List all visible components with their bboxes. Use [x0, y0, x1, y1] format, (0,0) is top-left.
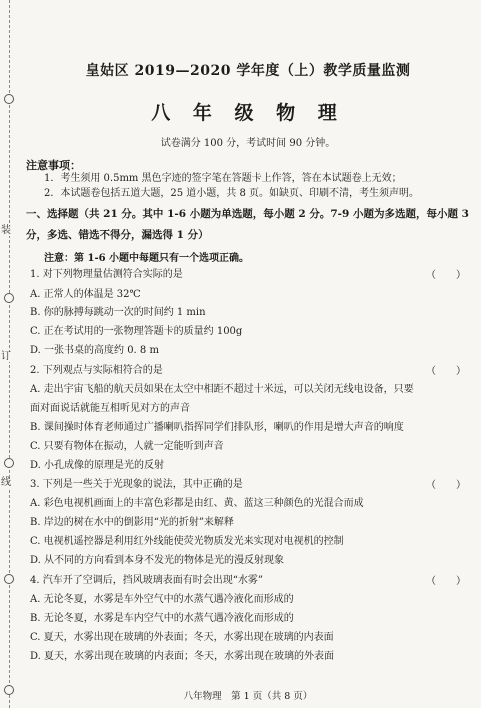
option: C. 正在考试用的一张物理答题卡的质量约 100g [30, 326, 243, 337]
option: C. 电视机遥控器是利用红外线能使荧光物质发光来实现对电视机的控制 [30, 536, 344, 547]
option: B. 课间操时体育老师通过广播喇叭指挥同学们排队形，喇叭的作用是增大声音的响度 [30, 422, 404, 433]
exam-info: 试卷满分 100 分，考试时间 90 分钟。 [160, 138, 336, 149]
page-footer: 八年物理 第 1 页（共 8 页） [183, 691, 313, 702]
note-item: 2．本试题卷包括五道大题，25 道小题，共 8 页。如缺页、印刷不清，考生须声明。 [44, 188, 419, 199]
answer-paren: （ ） [426, 576, 466, 587]
option: A. 彩色电视机画面上的丰富色彩都是由红、黄、蓝这三种颜色的光混合而成 [30, 498, 364, 509]
exam-title: 皇姑区 2019—2020 学年度（上）教学质量监测 [85, 63, 411, 79]
answer-paren: （ ） [426, 270, 466, 281]
section-note: 注意：第 1-6 小题中每题只有一个选项正确。 [44, 253, 250, 264]
note-item: 1．考生须用 0.5mm 黑色字迹的签字笔在答题卡上作答，答在本试题卷上无效； [44, 173, 402, 184]
binding-hole [4, 458, 14, 468]
option: D. 夏天，水雾出现在玻璃的内表面；冬天，水雾出现在玻璃的外表面 [30, 651, 335, 662]
option: A. 正常人的体温是 32℃ [30, 289, 141, 300]
option: D. 从不同的方向看到本身不发光的物体是光的漫反射现象 [30, 555, 285, 566]
option: C. 夏天，水雾出现在玻璃的外表面；冬天，水雾出现在玻璃的内表面 [30, 632, 334, 643]
option: C. 只要有物体在振动，人就一定能听到声音 [30, 441, 224, 452]
binding-hole [4, 293, 14, 303]
option: B. 无论冬夏，水雾是车内空气中的水蒸气遇冷液化而形成的 [30, 613, 294, 624]
binding-char-ding: 订 [1, 351, 11, 362]
binding-hole [4, 94, 14, 104]
section-heading: 一、选择题（共 21 分。其中 1-6 小题为单选题，每小题 2 分。7-9 小题为多选题，每小题 3 分，多选、错选不得分，漏选得 1 分） [26, 208, 469, 241]
option: D. 小孔成像的原理是光的反射 [30, 460, 165, 471]
binding-char-xian: 线 [1, 477, 11, 488]
notes-title: 注意事项： [26, 159, 81, 172]
option-continued: 面对面说话就能互相听见对方的声音 [30, 403, 190, 414]
answer-paren: （ ） [426, 366, 466, 377]
question-stem: 3. 下列是一些关于光现象的说法，其中正确的是 [30, 479, 243, 490]
answer-paren: （ ） [426, 480, 466, 491]
option: A. 无论冬夏，水雾是车外空气中的水蒸气遇冷液化而形成的 [30, 594, 294, 605]
question-stem: 2. 下列观点与实际相符合的是 [30, 365, 163, 376]
option: D. 一张书桌的高度约 0. 8 m [30, 345, 159, 356]
question-stem: 1. 对下列物理量估测符合实际的是 [30, 269, 183, 280]
binding-char-zhuang: 装 [1, 225, 11, 236]
option: A. 走出宇宙飞船的航天员如果在太空中相距不超过十米远，可以关闭无线电设备，只要 [30, 384, 414, 395]
option: B. 你的脉搏每跳动一次的时间约 1 min [30, 307, 206, 318]
option: B. 岸边的树在水中的倒影用“光的折射”来解释 [30, 517, 234, 528]
question-stem: 4. 汽车开了空调后，挡风玻璃表面有时会出现“水雾” [30, 575, 263, 586]
exam-subject: 八 年 级 物 理 [151, 102, 345, 124]
binding-hole [4, 685, 14, 695]
binding-hole [4, 574, 14, 584]
